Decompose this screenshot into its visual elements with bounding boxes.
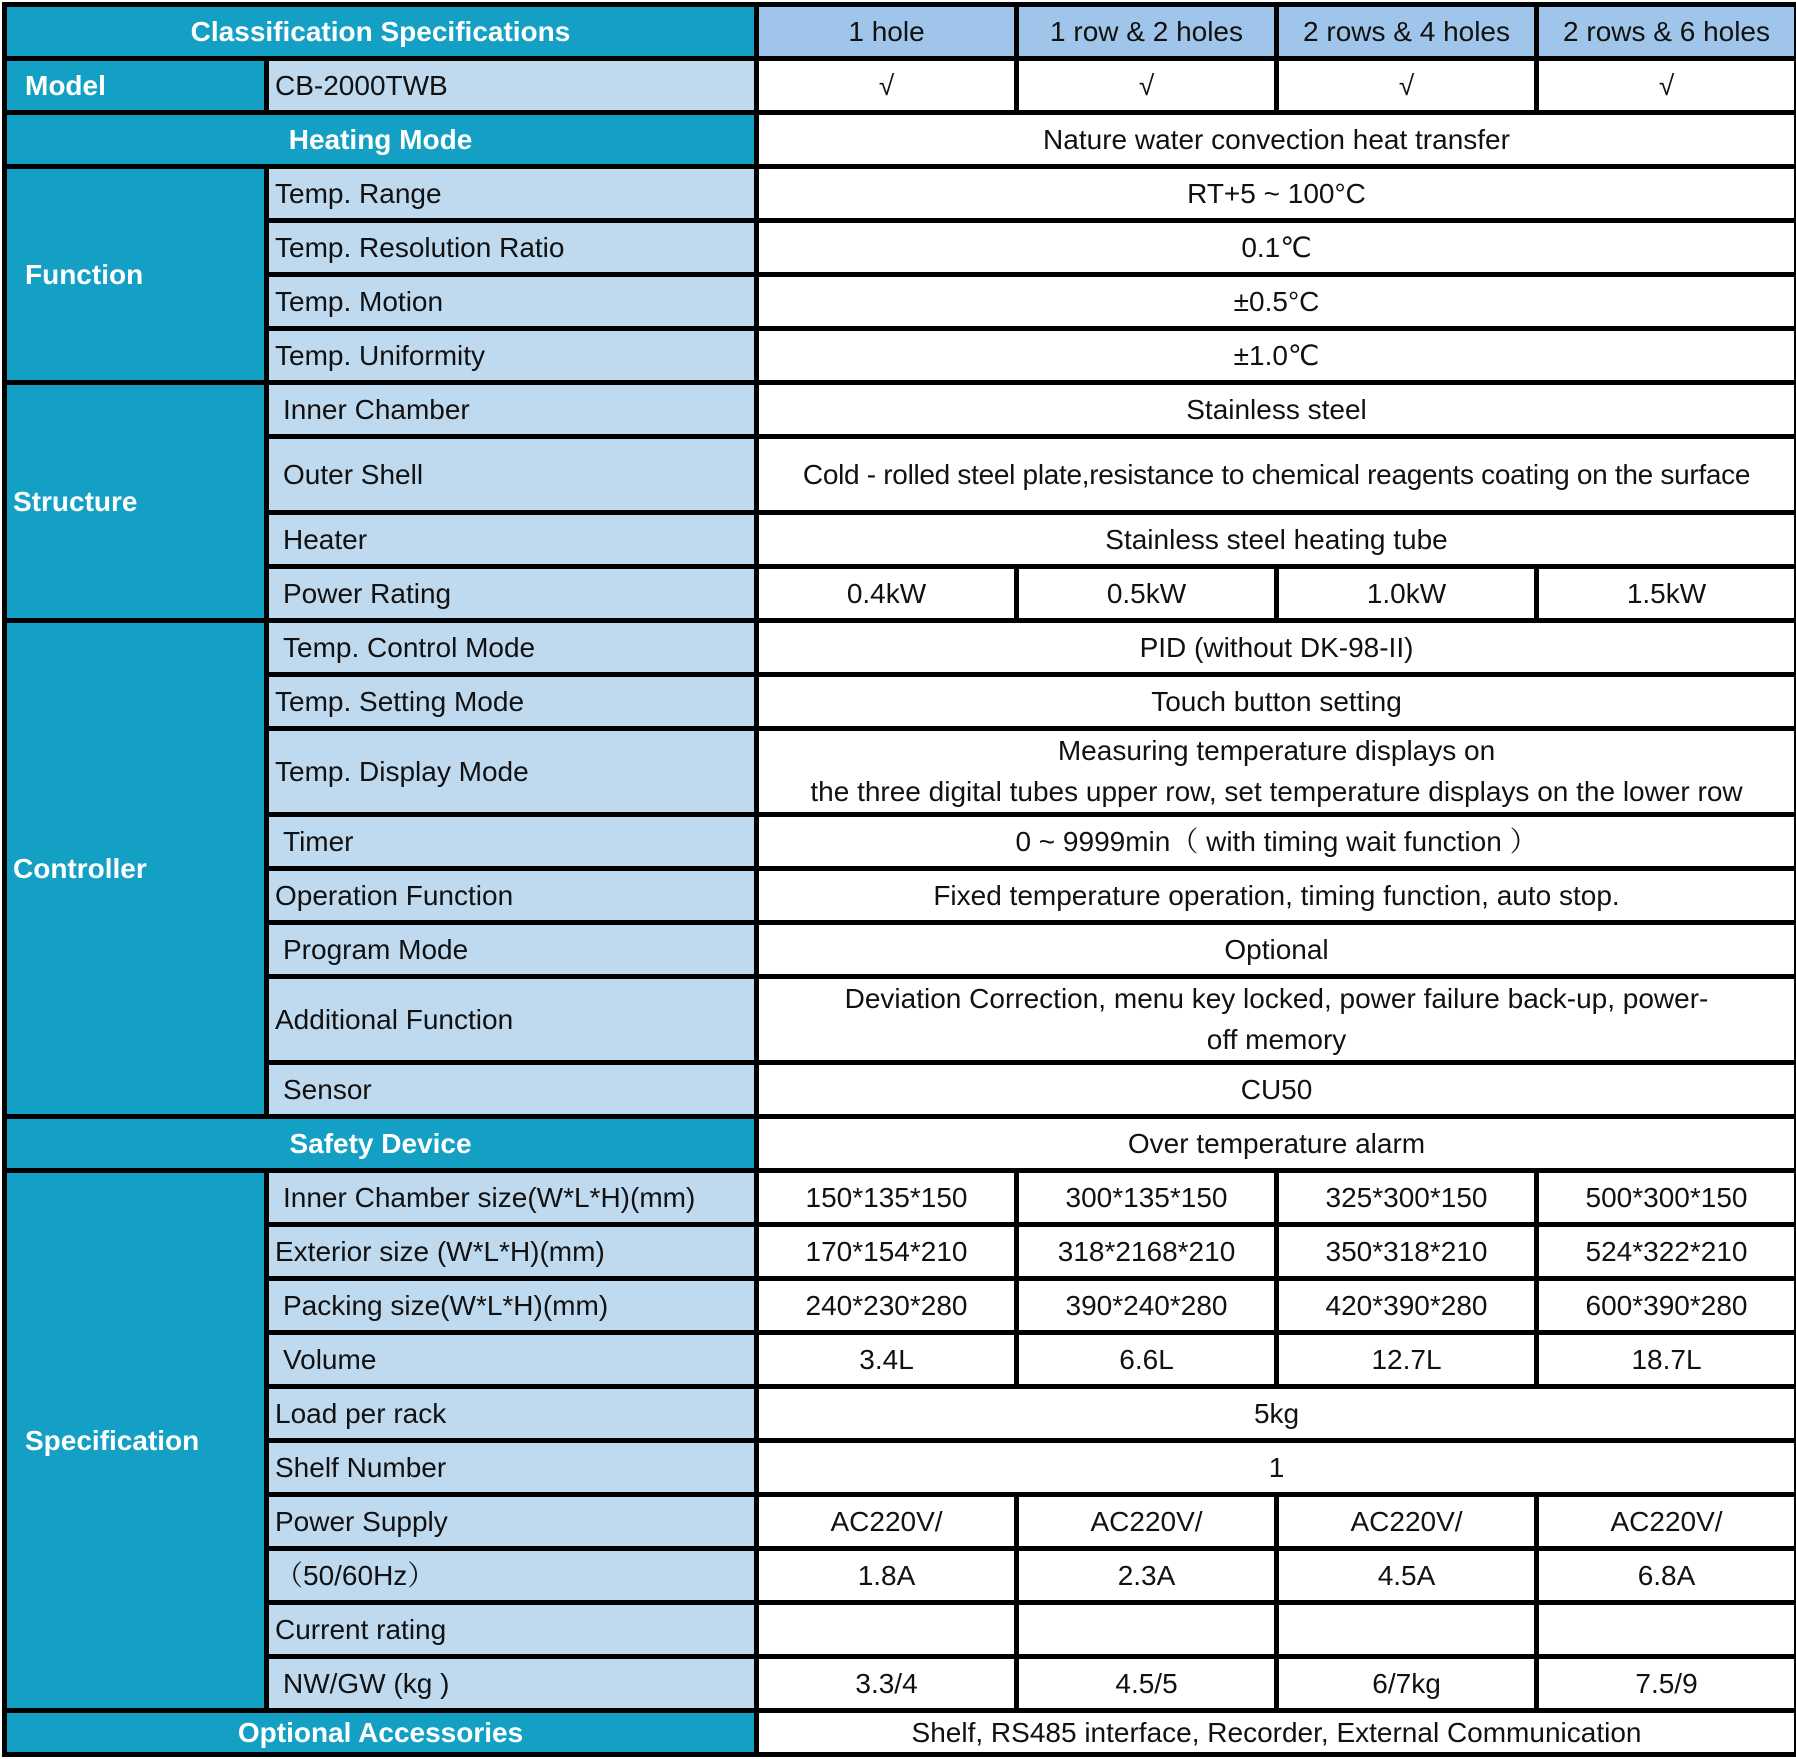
setting-mode-label: Temp. Setting Mode: [267, 675, 757, 729]
weight-4: 7.5/9: [1537, 1657, 1796, 1711]
safety-row: [5, 1117, 1796, 1171]
power-rating-label: Power Rating: [267, 567, 757, 621]
additional-function-line-1: Deviation Correction, menu key locked, power failure back-up, power-: [844, 983, 1709, 1015]
additional-function-value: [757, 977, 1796, 1063]
spec-row: [5, 1225, 1796, 1279]
structure-row: [5, 567, 1796, 621]
current-3: 4.5A: [1277, 1549, 1537, 1603]
exterior-size-4: 524*322*210: [1537, 1225, 1796, 1279]
inner-chamber-value: Stainless steel: [757, 383, 1796, 437]
temp-uniformity-label: Temp. Uniformity: [267, 329, 757, 383]
header-row: [5, 5, 1796, 59]
power-supply-3: AC220V/: [1277, 1495, 1537, 1549]
model-check-1: √: [757, 59, 1017, 113]
temp-resolution-value: 0.1℃: [757, 221, 1796, 275]
volume-3: 12.7L: [1277, 1333, 1537, 1387]
power-supply-1: AC220V/: [757, 1495, 1017, 1549]
outer-shell-value: Cold - rolled steel plate,resistance to chemical reagents coating on the surface: [757, 437, 1796, 513]
column-header-1: 1 hole: [757, 5, 1017, 59]
setting-mode-value: Touch button setting: [757, 675, 1796, 729]
additional-function-line-2: off memory: [1206, 1023, 1347, 1055]
volume-1: 3.4L: [757, 1333, 1017, 1387]
packing-size-2: 390*240*280: [1017, 1279, 1277, 1333]
controller-row: [5, 923, 1796, 977]
spec-row: [5, 1603, 1796, 1657]
spec-row: [5, 1171, 1796, 1225]
safety-device-value: Over temperature alarm: [757, 1117, 1796, 1171]
controller-row: [5, 621, 1796, 675]
structure-row: [5, 513, 1796, 567]
weight-3: 6/7kg: [1277, 1657, 1537, 1711]
current-4: 6.8A: [1537, 1549, 1796, 1603]
controller-section-label: Controller: [5, 621, 267, 1117]
power-rating-2: 0.5kW: [1017, 567, 1277, 621]
spec-row: [5, 1279, 1796, 1333]
temp-motion-value: ±0.5°C: [757, 275, 1796, 329]
temp-resolution-label: Temp. Resolution Ratio: [267, 221, 757, 275]
controller-row: [5, 815, 1796, 869]
program-mode-value: Optional: [757, 923, 1796, 977]
inner-size-1: 150*135*150: [757, 1171, 1017, 1225]
optional-accessories-value: Shelf, RS485 interface, Recorder, External Communication: [757, 1711, 1796, 1755]
column-header-2: 1 row & 2 holes: [1017, 5, 1277, 59]
optional-row: [5, 1711, 1796, 1755]
exterior-size-2: 318*2168*210: [1017, 1225, 1277, 1279]
inner-size-3: 325*300*150: [1277, 1171, 1537, 1225]
specification-section-label: Specification: [5, 1171, 267, 1711]
outer-shell-label: Outer Shell: [267, 437, 757, 513]
model-check-4: √: [1537, 59, 1796, 113]
controller-row: [5, 869, 1796, 923]
model-label: Model: [5, 59, 267, 113]
control-mode-label: Temp. Control Mode: [267, 621, 757, 675]
current-rating-4: [1537, 1603, 1796, 1657]
model-row: [5, 59, 1796, 113]
packing-size-label: Packing size(W*L*H)(mm): [267, 1279, 757, 1333]
spec-table: [2, 2, 1796, 1757]
power-rating-3: 1.0kW: [1277, 567, 1537, 621]
power-supply-2: AC220V/: [1017, 1495, 1277, 1549]
controller-row: [5, 675, 1796, 729]
spec-row: [5, 1333, 1796, 1387]
function-section-label: Function: [5, 167, 267, 383]
optional-accessories-label: Optional Accessories: [5, 1711, 757, 1755]
structure-row: [5, 437, 1796, 513]
power-supply-label: Power Supply: [267, 1495, 757, 1549]
function-row: [5, 167, 1796, 221]
inner-size-4: 500*300*150: [1537, 1171, 1796, 1225]
safety-device-label: Safety Device: [5, 1117, 757, 1171]
current-1: 1.8A: [757, 1549, 1017, 1603]
display-mode-line-1: Measuring temperature displays on: [1057, 735, 1496, 766]
control-mode-value: PID (without DK-98-II): [757, 621, 1796, 675]
model-check-3: √: [1277, 59, 1537, 113]
current-2: 2.3A: [1017, 1549, 1277, 1603]
inner-chamber-label: Inner Chamber: [267, 383, 757, 437]
controller-row: [5, 729, 1796, 815]
timer-value: 0 ~ 9999min（ with timing wait function ）: [757, 815, 1796, 869]
weight-label: NW/GW (kg ): [267, 1657, 757, 1711]
temp-motion-label: Temp. Motion: [267, 275, 757, 329]
function-row: [5, 275, 1796, 329]
inner-size-2: 300*135*150: [1017, 1171, 1277, 1225]
column-header-3: 2 rows & 4 holes: [1277, 5, 1537, 59]
model-check-2: √: [1017, 59, 1277, 113]
shelf-number-label: Shelf Number: [267, 1441, 757, 1495]
volume-label: Volume: [267, 1333, 757, 1387]
packing-size-4: 600*390*280: [1537, 1279, 1796, 1333]
load-value: 5kg: [757, 1387, 1796, 1441]
controller-row: [5, 977, 1796, 1063]
temp-uniformity-value: ±1.0℃: [757, 329, 1796, 383]
weight-2: 4.5/5: [1017, 1657, 1277, 1711]
spec-row: [5, 1441, 1796, 1495]
structure-section-label: Structure: [5, 383, 267, 621]
exterior-size-label: Exterior size (W*L*H)(mm): [267, 1225, 757, 1279]
packing-size-3: 420*390*280: [1277, 1279, 1537, 1333]
heating-mode-value: Nature water convection heat transfer: [757, 113, 1796, 167]
temp-range-value: RT+5 ~ 100°C: [757, 167, 1796, 221]
function-row: [5, 329, 1796, 383]
heating-mode-label: Heating Mode: [5, 113, 757, 167]
heater-value: Stainless steel heating tube: [757, 513, 1796, 567]
display-mode-line-2: the three digital tubes upper row, set temperature displays on the lower row: [810, 775, 1743, 807]
load-label: Load per rack: [267, 1387, 757, 1441]
operation-label: Operation Function: [267, 869, 757, 923]
shelf-number-value: 1: [757, 1441, 1796, 1495]
temp-range-label: Temp. Range: [267, 167, 757, 221]
volume-4: 18.7L: [1537, 1333, 1796, 1387]
inner-size-label: Inner Chamber size(W*L*H)(mm): [267, 1171, 757, 1225]
classification-title: Classification Specifications: [5, 5, 757, 59]
program-mode-label: Program Mode: [267, 923, 757, 977]
heating-mode-row: [5, 113, 1796, 167]
power-rating-4: 1.5kW: [1537, 567, 1796, 621]
additional-function-label: Additional Function: [267, 977, 757, 1063]
spec-row: [5, 1549, 1796, 1603]
packing-size-1: 240*230*280: [757, 1279, 1017, 1333]
current-rating-1: [757, 1603, 1017, 1657]
hz-label: （50/60Hz）: [267, 1549, 757, 1603]
power-supply-4: AC220V/: [1537, 1495, 1796, 1549]
current-rating-label: Current rating: [267, 1603, 757, 1657]
exterior-size-1: 170*154*210: [757, 1225, 1017, 1279]
model-value: CB-2000TWB: [267, 59, 757, 113]
spec-row: [5, 1387, 1796, 1441]
current-rating-2: [1017, 1603, 1277, 1657]
weight-1: 3.3/4: [757, 1657, 1017, 1711]
spec-row: [5, 1495, 1796, 1549]
display-mode-value: [757, 729, 1796, 815]
display-mode-label: Temp. Display Mode: [267, 729, 757, 815]
exterior-size-3: 350*318*210: [1277, 1225, 1537, 1279]
sensor-label: Sensor: [267, 1063, 757, 1117]
current-rating-3: [1277, 1603, 1537, 1657]
controller-row: [5, 1063, 1796, 1117]
heater-label: Heater: [267, 513, 757, 567]
spec-row: [5, 1657, 1796, 1711]
timer-label: Timer: [267, 815, 757, 869]
structure-row: [5, 383, 1796, 437]
power-rating-1: 0.4kW: [757, 567, 1017, 621]
function-row: [5, 221, 1796, 275]
column-header-4: 2 rows & 6 holes: [1537, 5, 1796, 59]
sensor-value: CU50: [757, 1063, 1796, 1117]
operation-value: Fixed temperature operation, timing function, auto stop.: [757, 869, 1796, 923]
volume-2: 6.6L: [1017, 1333, 1277, 1387]
